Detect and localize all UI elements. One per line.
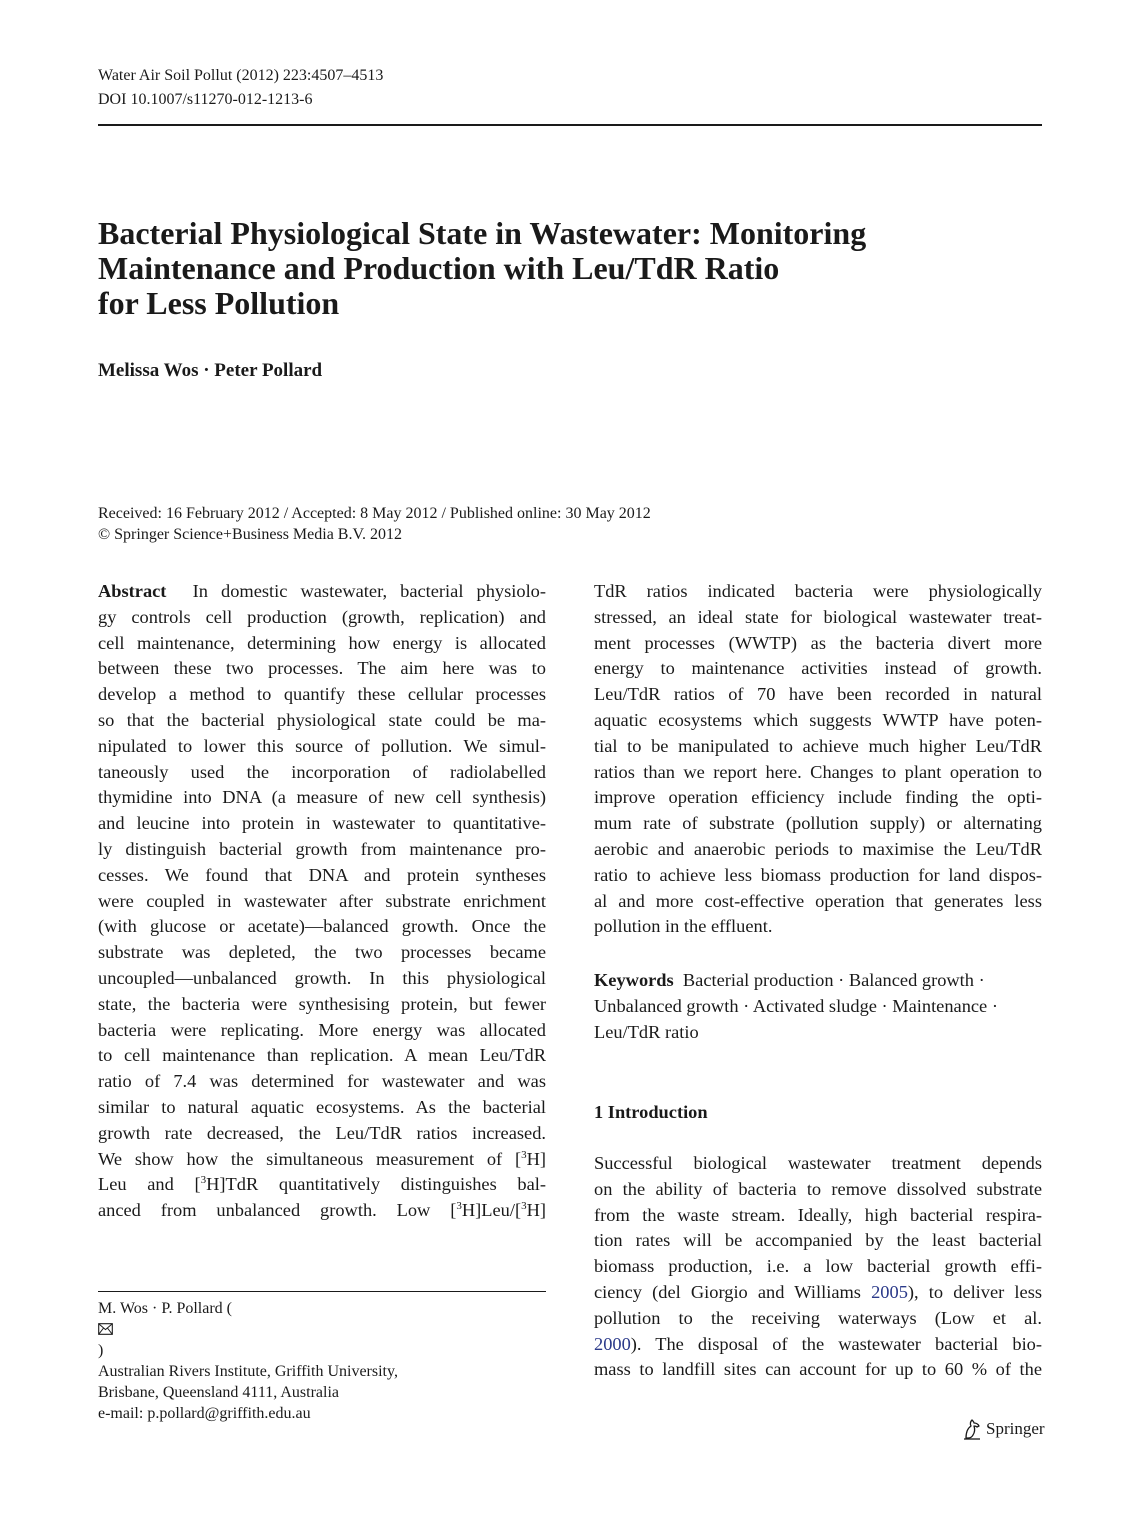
abstract-line: ratio of 7.4 was determined for wastewater and was [98, 1071, 546, 1092]
copyright: © Springer Science+Business Media B.V. 2012 [98, 526, 402, 543]
abstract-line: (with glucose or acetate)—balanced growth. Once the [98, 916, 546, 937]
abstract-line: substrate was depleted, the two processes became [98, 942, 546, 963]
authors: Melissa Wos · Peter Pollard [98, 360, 323, 381]
abstract-line: al and more cost-effective operation that generates less [594, 890, 1042, 911]
abstract-line: cesses. We found that DNA and protein syntheses [98, 864, 546, 885]
citation-link[interactable]: 2005 [871, 1281, 908, 1302]
intro-line: tion rates will be accompanied by the least bacterial [594, 1230, 1042, 1251]
intro-line: from the waste stream. Ideally, high bacterial respira- [594, 1204, 1042, 1225]
abstract-line: TdR ratios indicated bacteria were physiologically [594, 581, 1042, 601]
abstract-line: ment processes (WWTP) as the bacteria divert more [594, 632, 1042, 653]
abstract-line: ratios than we report here. Changes to plant operation to [594, 761, 1042, 782]
intro-line: pollution to the receiving waterways (Low et al. [594, 1307, 1042, 1328]
abstract-line: aquatic ecosystems which suggests WWTP have poten- [594, 709, 1042, 730]
publisher-name: Springer [986, 1419, 1045, 1438]
abstract-line: so that the bacterial physiological state could be ma- [98, 709, 546, 730]
publisher-logo [962, 1417, 1045, 1441]
header-rule [98, 124, 1042, 126]
abstract-line: ly distinguish bacterial growth from maintenance pro- [98, 838, 546, 859]
footnote-affiliation: Australian Rivers Institute, Griffith University, [98, 1363, 398, 1380]
abstract-line: to cell maintenance than replication. A mean Leu/TdR [98, 1045, 546, 1066]
keywords-label: Keywords [594, 970, 674, 990]
abstract-line: growth rate decreased, the Leu/TdR ratios increased. [98, 1122, 546, 1143]
abstract-line: between these two processes. The aim here was to [98, 658, 546, 679]
abstract-line: Leu and [$^3$H]TdR quantitatively distinguishes bal- [98, 1174, 547, 1195]
abstract-line: tial to be manipulated to achieve much higher Leu/TdR [594, 735, 1042, 756]
abstract-line: taneously used the incorporation of radiolabelled [98, 761, 546, 782]
abstract-line: Abstract In domestic wastewater, bacterial physiolo- [98, 581, 546, 601]
abstract-line: ratio to achieve less biomass production for land dispos- [594, 864, 1042, 885]
abstract-label: Abstract [98, 581, 167, 601]
abstract-line: energy to maintenance activities instead of growth. [594, 658, 1042, 679]
citation-link[interactable]: 2000 [594, 1333, 631, 1354]
history-dates: Received: 16 February 2012 / Accepted: 8 May 2012 / Published online: 30 May 2012 [98, 505, 651, 522]
abstract-line: bacteria were replicating. More energy was allocated [98, 1019, 546, 1040]
abstract-line: similar to natural aquatic ecosystems. As the bacterial [98, 1096, 546, 1117]
footnote-affiliation: Brisbane, Queensland 4111, Australia [98, 1384, 339, 1401]
abstract-line: gy controls cell production (growth, replication) and [98, 606, 546, 627]
abstract-line: uncoupled—unbalanced growth. In this physiological [98, 967, 546, 988]
abstract-line: anced from unbalanced growth. Low [$^3$H]Leu/[$^3$H] [98, 1200, 546, 1221]
abstract-line: Leu/TdR ratios of 70 have been recorded in natural [594, 684, 1042, 705]
footnote-rule [98, 1291, 546, 1292]
intro-line: mass to landfill sites can account for up to 60 % of the [594, 1359, 1042, 1380]
abstract-line: state, the bacteria were synthesising protein, but fewer [98, 993, 546, 1014]
title-line: Bacterial Physiological State in Wastewater: Monitoring [98, 215, 867, 251]
abstract-line: improve operation efficiency include finding the opti- [594, 787, 1042, 808]
title-line: Maintenance and Production with Leu/TdR Ratio [98, 250, 780, 286]
abstract-line: mum rate of substrate (pollution supply) or alternating [594, 813, 1042, 834]
title-line: for Less Pollution [98, 285, 340, 321]
abstract-line: were coupled in wastewater after substrate enrichment [98, 890, 546, 911]
abstract-line: cell maintenance, determining how energy is allocated [98, 632, 546, 653]
intro-line: Successful biological wastewater treatment depends [594, 1153, 1042, 1173]
intro-line: 2000). The disposal of the wastewater bacterial bio- [594, 1333, 1042, 1354]
abstract-line: and leucine into protein in wastewater to quantitative- [98, 813, 546, 834]
keywords [594, 968, 1042, 1045]
footnote-email[interactable]: e-mail: p.pollard@griffith.edu.au [98, 1405, 311, 1422]
abstract-line: develop a method to quantify these cellular processes [98, 684, 546, 705]
abstract-line: pollution in the effluent. [594, 916, 773, 937]
author-footnote [98, 1298, 398, 1424]
footnote-authors: M. Wos · P. Pollard ( ) [98, 1300, 232, 1359]
keywords-line: Leu/TdR ratio [594, 1021, 699, 1042]
doi: DOI 10.1007/s11270-012-1213-6 [98, 91, 313, 108]
abstract-continued [594, 579, 1042, 940]
abstract-line: thymidine into DNA (a measure of new cell synthesis) [98, 787, 546, 808]
springer-horse-icon [962, 1418, 982, 1440]
abstract [98, 579, 546, 1224]
abstract-line: We show how the simultaneous measurement of [$^3$H] [98, 1148, 546, 1169]
keywords-line: Keywords Bacterial production · Balanced growth · [594, 970, 985, 990]
abstract-line: nipulated to lower this source of pollution. We simul- [98, 735, 546, 756]
keywords-line: Unbalanced growth · Activated sludge · Maintenance · [594, 995, 998, 1016]
intro-line: biomass production, i.e. a low bacterial growth effi- [594, 1256, 1042, 1277]
journal-citation: Water Air Soil Pollut (2012) 223:4507–4513 [98, 67, 384, 84]
abstract-line: stressed, an ideal state for biological wastewater treat- [594, 606, 1042, 627]
abstract-line: aerobic and anaerobic periods to maximise the Leu/TdR [594, 838, 1042, 859]
intro-line: ciency (del Giorgio and Williams 2005), to deliver less [594, 1281, 1043, 1302]
article-title [98, 216, 998, 321]
intro-line: on the ability of bacteria to remove dissolved substrate [594, 1178, 1042, 1199]
envelope-icon [98, 1323, 113, 1335]
introduction-body [594, 1151, 1042, 1383]
section-heading-introduction: 1 Introduction [594, 1102, 708, 1122]
